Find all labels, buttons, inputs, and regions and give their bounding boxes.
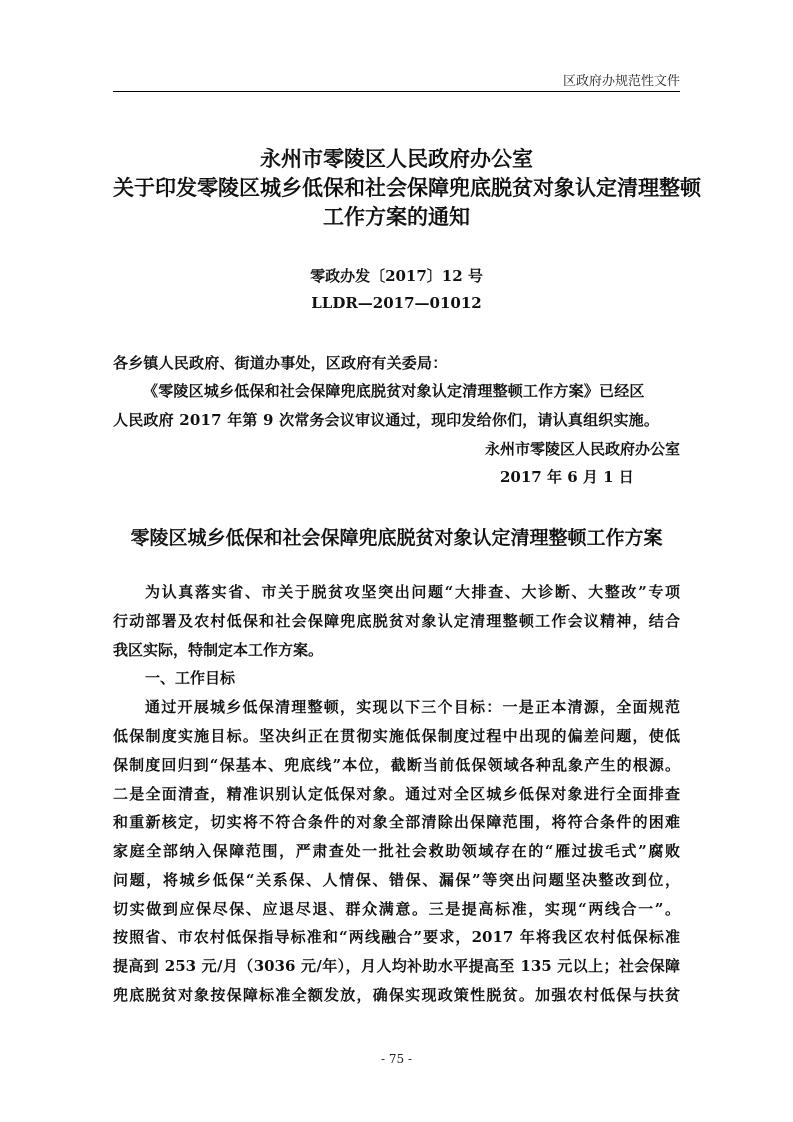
header-divider bbox=[113, 91, 680, 92]
paragraph-line: 二是全面清查，精准识别认定低保对象。通过对全区城乡低保对象进行全面排查 bbox=[113, 785, 680, 803]
title-line-1: 永州市零陵区人民政府办公室 bbox=[260, 147, 533, 171]
notice-body-line: 人民政府 2017 年第 9 次常务会议审议通过，现印发给你们，请认真组织实施。 bbox=[113, 411, 660, 429]
paragraph-line: 切实做到应保尽保、应退尽退、群众满意。三是提高标准，实现“两线合一”。 bbox=[113, 900, 680, 918]
paragraph-line: 为认真落实省、市关于脱贫攻坚突出问题“大排查、大诊断、大整改”专项 bbox=[145, 583, 680, 601]
paragraph-line: 家庭全部纳入保障范围，严肃查处一批社会救助领域存在的“雁过拔毛式”腐败 bbox=[113, 842, 680, 860]
paragraph-line: 兜底脱贫对象按保障标准全额发放，确保实现政策性脱贫。加强农村低保与扶贫 bbox=[113, 986, 680, 1004]
paragraph-line: 我区实际，特制定本工作方案。 bbox=[113, 641, 324, 659]
document-number: 零政办发〔2017〕12 号 bbox=[310, 267, 483, 285]
paragraph-line: 低保制度实施目标。坚决纠正在贯彻实施低保制度过程中出现的偏差问题，使低 bbox=[113, 727, 680, 745]
notice-body-line: 《零陵区城乡低保和社会保障兜底脱贫对象认定清理整顿工作方案》已经区 bbox=[143, 382, 645, 400]
addressee: 各乡镇人民政府、街道办事处，区政府有关委局： bbox=[113, 354, 448, 372]
issue-date: 2017 年 6 月 1 日 bbox=[500, 468, 634, 486]
scheme-title: 零陵区城乡低保和社会保障兜底脱贫对象认定清理整顿工作方案 bbox=[130, 527, 663, 549]
paragraph-line: 保制度回归到“保基本、兜底线”本位，截断当前低保领域各种乱象产生的根源。 bbox=[113, 756, 680, 774]
title-line-3: 工作方案的通知 bbox=[323, 205, 470, 229]
title-line-2: 关于印发零陵区城乡低保和社会保障兜底脱贫对象认定清理整顿 bbox=[113, 176, 701, 200]
paragraph-line: 通过开展城乡低保清理整顿，实现以下三个目标：一是正本清源，全面规范 bbox=[145, 698, 680, 716]
paragraph-line: 行动部署及农村低保和社会保障兜底脱贫对象认定清理整顿工作会议精神，结合 bbox=[113, 612, 680, 630]
registration-number: LLDR—2017—01012 bbox=[311, 294, 482, 312]
paragraph-line: 问题，将城乡低保“关系保、人情保、错保、漏保”等突出问题坚决整改到位， bbox=[113, 871, 680, 889]
section-heading: 一、工作目标 bbox=[145, 669, 236, 687]
page-number: - 75 - bbox=[380, 1052, 412, 1066]
document-category-header: 区政府办规范性文件 bbox=[562, 74, 680, 89]
paragraph-line: 提高到 253 元/月（3036 元/年），月人均补助水平提高至 135 元以上；社会保障 bbox=[113, 957, 680, 975]
issuer-signature: 永州市零陵区人民政府办公室 bbox=[484, 440, 680, 458]
paragraph-line: 按照省、市农村低保指导标准和“两线融合”要求，2017 年将我区农村低保标准 bbox=[113, 928, 680, 946]
notice-title bbox=[113, 145, 701, 232]
paragraph-line: 和重新核定，切实将不符合条件的对象全部清除出保障范围，将符合条件的困难 bbox=[113, 813, 680, 831]
